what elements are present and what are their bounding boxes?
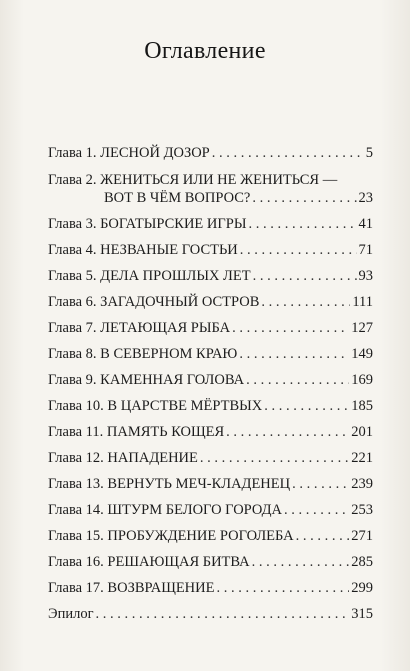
toc-leader-dots [253, 266, 357, 286]
toc-entry-page: 185 [351, 398, 373, 414]
toc-entry-7[interactable] [48, 318, 373, 338]
toc-leader-dots [292, 474, 349, 494]
toc-entry-label: Глава 10. В ЦАРСТВЕ МЁРТВЫХ [48, 398, 263, 414]
toc-entry-9[interactable] [48, 370, 373, 390]
toc-leader-dots [296, 526, 350, 546]
toc-entry-page: 149 [351, 346, 373, 362]
toc-entry-4[interactable] [48, 240, 373, 260]
toc-leader-dots [226, 422, 349, 442]
toc-entry-8[interactable] [48, 344, 373, 364]
toc-entry-epilogue[interactable] [48, 604, 373, 624]
toc-entry-label: Глава 5. ДЕЛА ПРОШЛЫХ ЛЕТ [48, 268, 251, 284]
toc-entry-16[interactable] [48, 552, 373, 572]
toc-leader-dots [239, 344, 349, 364]
toc-entry-page: 5 [365, 145, 373, 161]
toc-leader-dots [240, 240, 357, 260]
toc-entry-label: Глава 3. БОГАТЫРСКИЕ ИГРЫ [48, 216, 247, 232]
toc-entry-page: 41 [358, 216, 373, 232]
toc-leader-dots [216, 578, 349, 598]
toc-entry-page: 201 [351, 424, 373, 440]
toc-entry-15[interactable] [48, 526, 373, 546]
toc-leader-dots [284, 500, 349, 520]
toc-entry-1[interactable] [48, 143, 373, 163]
toc-entry-label: Глава 12. НАПАДЕНИЕ [48, 450, 198, 466]
toc-leader-dots [200, 448, 349, 468]
toc-entry-page: 23 [358, 190, 373, 206]
toc-leader-dots [252, 552, 350, 572]
toc-entry-label: Глава 7. ЛЕТАЮЩАЯ РЫБА [48, 320, 231, 336]
toc-entry-5[interactable] [48, 266, 373, 286]
toc-entry-label: Глава 6. ЗАГАДОЧНЫЙ ОСТРОВ [48, 294, 260, 310]
toc-entry-page: 299 [351, 580, 373, 596]
toc-entry-label: Глава 16. РЕШАЮЩАЯ БИТВА [48, 554, 250, 570]
toc-leader-dots [252, 188, 356, 208]
toc-entry-label: Глава 9. КАМЕННАЯ ГОЛОВА [48, 372, 245, 388]
toc-entry-label: Эпилог [48, 606, 94, 622]
toc-entry-page: 239 [351, 476, 373, 492]
toc-entry-label: ВОТ В ЧЁМ ВОПРОС? [104, 190, 251, 206]
toc-entry-page: 315 [351, 606, 373, 622]
toc-entry-10[interactable] [48, 396, 373, 416]
toc-entry-label: Глава 4. НЕЗВАНЫЕ ГОСТЬИ [48, 242, 238, 258]
toc-entry-label: Глава 14. ШТУРМ БЕЛОГО ГОРОДА [48, 502, 283, 518]
toc-entry-label: Глава 1. ЛЕСНОЙ ДОЗОР [48, 145, 210, 161]
toc-entry-11[interactable] [48, 422, 373, 442]
toc-leader-dots [212, 143, 364, 163]
toc-leader-dots [248, 214, 356, 234]
toc-leader-dots [264, 396, 349, 416]
toc-leader-dots [232, 318, 349, 338]
toc-entry-label-line1: Глава 2. ЖЕНИТЬСЯ ИЛИ НЕ ЖЕНИТЬСЯ — [48, 172, 338, 188]
toc-entry-3[interactable] [48, 214, 373, 234]
toc-entry-page: 169 [351, 372, 373, 388]
toc-entry-12[interactable] [48, 448, 373, 468]
toc-entry-page: 271 [351, 528, 373, 544]
toc-leader-dots [246, 370, 349, 390]
toc-entry-label: Глава 17. ВОЗВРАЩЕНИЕ [48, 580, 215, 596]
toc-entry-page: 127 [351, 320, 373, 336]
toc-entry-page: 253 [351, 502, 373, 518]
toc-entry-page: 71 [358, 242, 373, 258]
toc-entry-6[interactable] [48, 292, 373, 312]
toc-entry-page: 111 [352, 294, 373, 310]
toc-entry-page: 93 [358, 268, 373, 284]
toc-entry-2[interactable] [48, 172, 373, 208]
toc-entry-label: Глава 8. В СЕВЕРНОМ КРАЮ [48, 346, 238, 362]
toc-leader-dots [96, 604, 350, 624]
toc-entry-17[interactable] [48, 578, 373, 598]
toc-entry-label: Глава 13. ВЕРНУТЬ МЕЧ-КЛАДЕНЕЦ [48, 476, 291, 492]
toc-entry-13[interactable] [48, 474, 373, 494]
page-title: Оглавление [144, 38, 266, 64]
toc-entry-label: Глава 15. ПРОБУЖДЕНИЕ РОГОЛЕБА [48, 528, 294, 544]
toc-entry-label: Глава 11. ПАМЯТЬ КОЩЕЯ [48, 424, 225, 440]
toc-leader-dots [261, 292, 350, 312]
toc-entry-14[interactable] [48, 500, 373, 520]
toc-entry-page: 285 [351, 554, 373, 570]
toc-entry-page: 221 [351, 450, 373, 466]
